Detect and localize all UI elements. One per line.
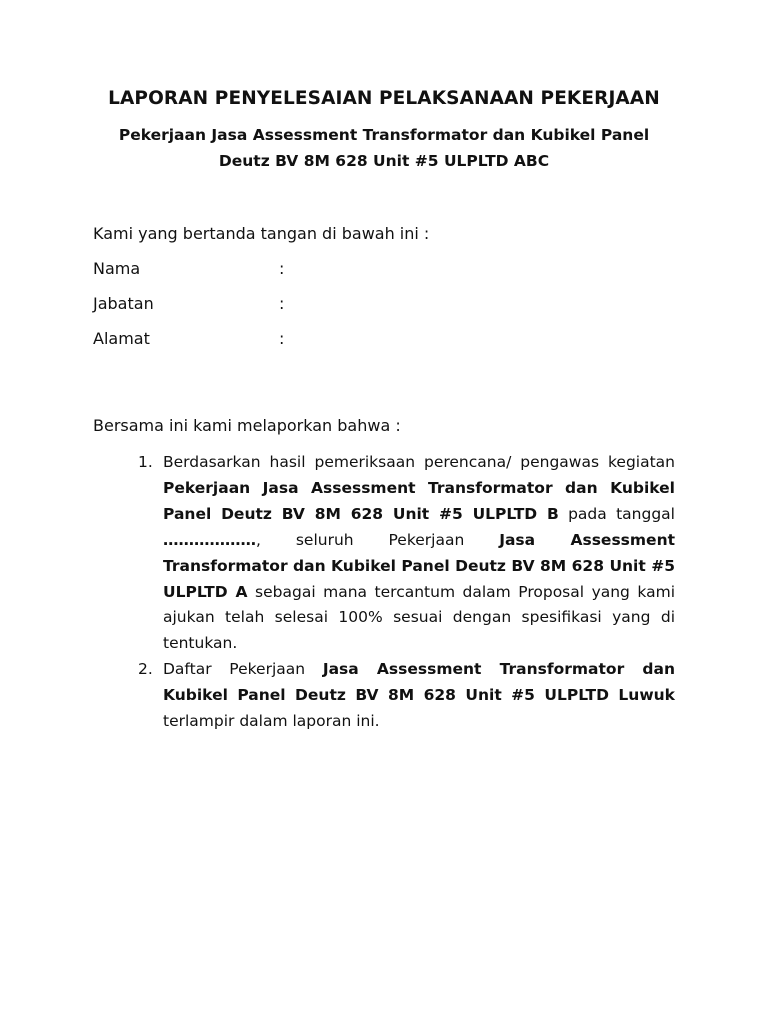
list-item-number: 1. (138, 453, 153, 471)
list-item-number: 2. (138, 660, 153, 679)
list-item-bold-text: Jasa Assessment Transformator dan Kubikel Panel Deutz BV 8M 628 Unit #5 ULPLTD A (163, 530, 676, 601)
list-item-text: Daftar Pekerjaan (163, 660, 323, 679)
list-item (93, 657, 675, 735)
date-placeholder: ……………… (163, 530, 256, 549)
list-item-text: sebagai mana tercantum dalam Proposal yang kami ajukan telah selesai 100% sesuai dengan spesifikasi yang di tentukan. (163, 582, 676, 653)
field-nama-label: Nama (93, 259, 141, 278)
numbered-list (93, 450, 675, 735)
list-item (93, 450, 675, 657)
document-subtitle-line-1: Pekerjaan Jasa Assessment Transformator dan Kubikel Panel (118, 126, 650, 144)
field-jabatan-label: Jabatan (93, 294, 154, 313)
list-item-bold-text: Pekerjaan Jasa Assessment Transformator dan Kubikel Panel Deutz BV 8M 628 Unit #5 ULPLTD B (163, 478, 675, 523)
intro-statement: Kami yang bertanda tangan di bawah ini : (93, 224, 430, 243)
list-item-text: terlampir dalam laporan ini. (163, 712, 380, 731)
list-item-text: , seluruh Pekerjaan (256, 530, 500, 549)
list-item-text: pada tanggal (558, 504, 675, 523)
report-intro: Bersama ini kami melaporkan bahwa : (93, 416, 401, 435)
document-title: LAPORAN PENYELESAIAN PELAKSANAAN PEKERJAAN (108, 88, 660, 109)
field-nama-colon: : (279, 259, 285, 278)
field-alamat-label: Alamat (93, 329, 150, 348)
document-subtitle-line-2: Deutz BV 8M 628 Unit #5 ULPLTD ABC (218, 152, 550, 170)
list-item-text: Berdasarkan hasil pemeriksaan perencana/ pengawas kegiatan (163, 453, 675, 471)
field-alamat-colon: : (279, 329, 285, 348)
field-jabatan-colon: : (279, 294, 285, 313)
list-item-bold-text: Jasa Assessment Transformator dan Kubikel Panel Deutz BV 8M 628 Unit #5 ULPLTD Luwuk (163, 660, 675, 705)
